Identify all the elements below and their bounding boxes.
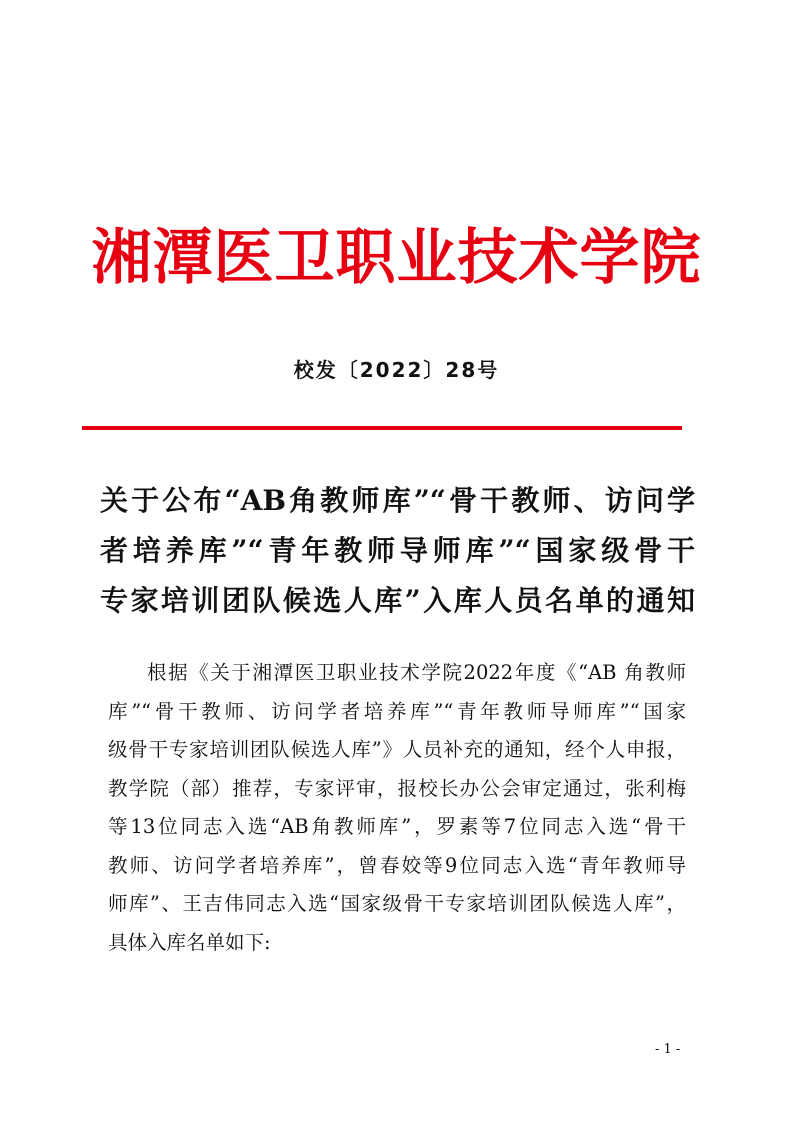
document-title bbox=[100, 476, 695, 626]
body-line: 等13位同志入选“AB角教师库”，罗素等7位同志入选“骨干 bbox=[108, 815, 686, 838]
red-separator-rule bbox=[82, 426, 682, 430]
body-line: 教学院（部）推荐，专家评审，报校长办公会审定通过，张利梅 bbox=[108, 776, 686, 800]
document-number: 校发〔2022〕28号 bbox=[293, 358, 500, 382]
body-line: 库”“骨干教师、访问学者培养库”“青年教师导师库”“国家 bbox=[108, 699, 686, 723]
title-line: 专家培训团队候选人库”入库人员名单的通知 bbox=[100, 584, 695, 617]
title-line: 者培养库”“青年教师导师库”“国家级骨干 bbox=[100, 534, 695, 567]
body-paragraph bbox=[108, 654, 686, 962]
body-line: 级骨干专家培训团队候选人库”》人员补充的通知，经个人申报， bbox=[108, 738, 686, 761]
body-line: 具体入库名单如下: bbox=[108, 930, 271, 954]
page-number: - 1 - bbox=[655, 1042, 681, 1057]
institution-masthead: 湘潭医卫职业技术学院 bbox=[91, 223, 702, 293]
body-line: 根据《关于湘潭医卫职业技术学院2022年度《“AB 角教师 bbox=[147, 661, 686, 684]
title-line: 关于公布“AB角教师库”“骨干教师、访问学 bbox=[100, 484, 695, 517]
body-line: 教师、访问学者培养库”，曾春姣等9位同志入选“青年教师导 bbox=[108, 853, 686, 877]
body-line: 师库”、王吉伟同志入选“国家级骨干专家培训团队候选人库”， bbox=[108, 892, 686, 915]
